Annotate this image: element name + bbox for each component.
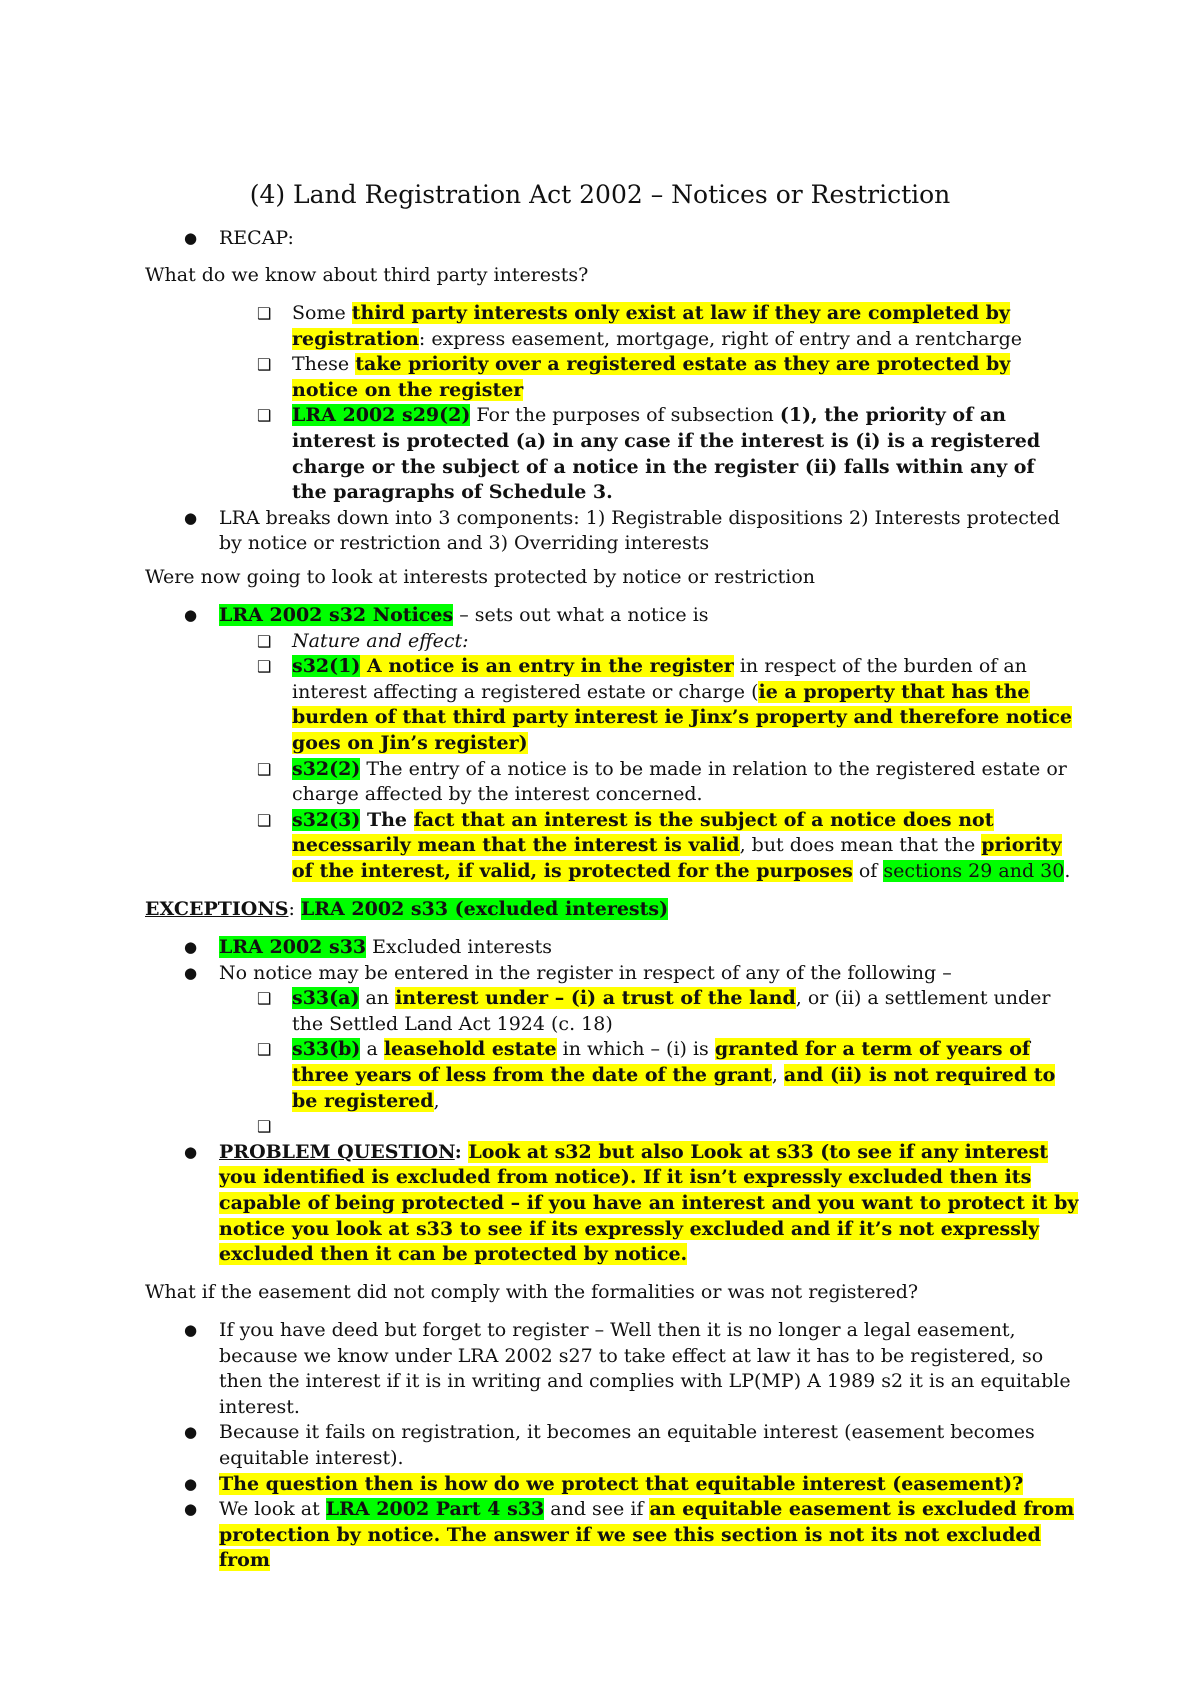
- highlighted-text: fact that an interest is the subject of a notice does not necessarily mean that the interest is valid: [292, 808, 994, 857]
- exceptions-label: EXCEPTIONS: [145, 898, 289, 920]
- statute-reference: LRA 2002 s29(2): [292, 404, 471, 427]
- highlighted-text: A notice is an entry in the register: [360, 655, 734, 678]
- s32-list: [0, 603, 1200, 885]
- checkbox-icon: ❑: [257, 810, 272, 830]
- statute-reference: LRA 2002 s33 (excluded interests): [300, 898, 669, 920]
- statute-reference: s33(b): [292, 1038, 361, 1061]
- list-item: [0, 226, 1079, 252]
- checkbox-icon: ❑: [257, 355, 272, 375]
- section-heading: Were now going to look at interests protected by notice or restriction: [145, 566, 816, 588]
- list-item: ❑ s32(3) The fact that an interest is the subject of a notice does not necessarily mean that the interest is valid, but does mean that the priority of the interest, if valid, is protected for the purposes of sections 29 and 30.: [257, 808, 1071, 882]
- list-item: ❑ Nature and effect:: [0, 629, 1072, 655]
- bullet-icon: ●: [184, 1423, 198, 1442]
- list-item: ❑ s33(a) an interest under – (i) a trust of the land, or (ii) a settlement under the Settled Land Act 1924 (c. 18): [257, 987, 1051, 1035]
- statute-reference: s33(a): [292, 987, 360, 1010]
- problem-question-label: PROBLEM QUESTION: [219, 1140, 455, 1163]
- list-item: ● No notice may be entered in the register in respect of any of the following –: [0, 961, 1079, 987]
- list-item: ● PROBLEM QUESTION: Look at s32 but also Look at s33 (to see if any interest you identified is excluded from notice). If it isn’t expressly excluded then its capable of being protected – if you have an interest and you want to protect it by notice you look at s33 to see if its expressly excluded and if it’s not expressly excluded then it can be protected by notice.: [184, 1140, 1079, 1266]
- list-item: [0, 1472, 1079, 1498]
- statute-reference: LRA 2002 Part 4 s33: [325, 1498, 545, 1521]
- bullet-icon: ●: [184, 963, 198, 982]
- question-third-party: [0, 263, 1200, 289]
- highlighted-text: Look at s32 but also Look at s33 (to see if any interest you identified is excluded from notice). If it isn’t expressly excluded then its capable of being protected – if you have an interest and you want to protect it by notice you look at s33 to see if its expressly excluded and if it’s not expressly excluded then it can be protected by notice.: [219, 1140, 1079, 1266]
- bullet-icon: ●: [184, 938, 198, 956]
- statute-reference: s32(2): [292, 757, 361, 780]
- highlighted-text: take priority over a registered estate as they are protected by notice on the register: [292, 353, 1011, 401]
- highlighted-text: The question then is how do we protect that equitable interest (easement)?: [219, 1472, 1024, 1495]
- highlighted-text: and (ii) is not required to be registered: [292, 1063, 1056, 1112]
- list-item: ❑ Some third party interests only exist at law if they are completed by registration: express easement, mortgage, right of entry and a rentcharge: [257, 302, 1022, 350]
- checkbox-icon: ❑: [257, 657, 272, 677]
- list-item: ● Because it fails on registration, it becomes an equitable interest (easement becomes equitable interest).: [184, 1421, 1035, 1469]
- list-item: [0, 1114, 1072, 1140]
- list-item: ❑ s32(2) The entry of a notice is to be made in relation to the registered estate or charge affected by the interest concerned.: [257, 757, 1067, 806]
- checkbox-icon: ❑: [257, 1040, 272, 1060]
- bullet-icon: ●: [184, 508, 198, 527]
- page-title: (4) Land Registration Act 2002 – Notices or Restriction: [249, 180, 951, 209]
- s33-list: [0, 935, 1200, 1268]
- question-easement: [0, 1280, 1200, 1306]
- list-item: ❑ s32(1) A notice is an entry in the register in respect of the burden of an interest affecting a registered estate or charge (ie a property that has the burden of that third party interest ie Jinx’s property and therefore notice goes on Jin’s register): [257, 655, 1072, 754]
- list-item: ● LRA breaks down into 3 components: 1) Registrable dispositions 2) Interests protected by notice or restriction and 3) Overriding interests: [184, 506, 1060, 555]
- list-item: ❑ These take priority over a registered estate as they are protected by notice on the register: [257, 353, 1011, 401]
- checkbox-icon: ❑: [257, 631, 272, 651]
- statute-reference: LRA 2002 s32 Notices: [219, 604, 454, 626]
- recap-text: RECAP:: [219, 227, 294, 249]
- list-item: ● LRA 2002 s32 Notices – sets out what a notice is: [0, 603, 1079, 629]
- statute-reference: LRA 2002 s33: [219, 936, 367, 958]
- checkbox-icon: ❑: [257, 759, 272, 779]
- checkbox-icon: ❑: [257, 989, 272, 1009]
- section-heading: What if the easement did not comply with the formalities or was not registered?: [145, 1281, 919, 1303]
- easement-list: [0, 1318, 1200, 1574]
- section-heading: What do we know about third party interests?: [145, 264, 589, 286]
- highlighted-text: granted for a term of years of three years of less from the date of the grant: [292, 1038, 1031, 1086]
- bullet-icon: ●: [184, 1142, 198, 1161]
- recap-section: [0, 226, 1200, 252]
- highlighted-text: an equitable easement is excluded from protection by notice. The answer if we see this section is not its not excluded from: [219, 1498, 1075, 1572]
- third-party-list: [0, 301, 1200, 557]
- list-item: ● LRA 2002 s33 Excluded interests: [0, 935, 1079, 961]
- checkbox-icon: ❑: [257, 406, 272, 426]
- list-item: ● We look at LRA 2002 Part 4 s33 and see if an equitable easement is excluded from protection by notice. The answer if we see this section is not its not excluded from: [184, 1498, 1075, 1572]
- highlighted-text: third party interests only exist at law if they are completed by registration: [292, 302, 1010, 350]
- bullet-icon: ●: [184, 1474, 198, 1493]
- highlighted-text: interest under – (i) a trust of the land: [395, 987, 796, 1010]
- heading-notice-restriction: [0, 565, 1200, 591]
- bullet-icon: ●: [184, 1321, 198, 1339]
- highlighted-text: leasehold estate: [383, 1038, 557, 1061]
- exceptions-heading: EXCEPTIONS: LRA 2002 s33 (excluded interests): [145, 898, 669, 920]
- bullet-icon: ●: [184, 606, 198, 624]
- bullet-icon: ●: [184, 1500, 198, 1519]
- statute-reference: sections 29 and 30: [883, 859, 1065, 882]
- list-item: ● If you have deed but forget to register – Well then it is no longer a legal easement, because we know under LRA 2002 s27 to take effect at law it has to be registered, so then the interest if it is in writing and complies with LP(MP) A 1989 s2 it is an equitable interest.: [184, 1319, 1071, 1418]
- highlighted-text: ie a property that has the burden of that third party interest ie Jinx’s property and therefore notice goes on Jin’s register): [292, 680, 1072, 754]
- list-item: ❑ LRA 2002 s29(2) For the purposes of subsection (1), the priority of an interest is protected (a) in any case if the interest is (i) is a registered charge or the subject of a notice in the register (ii) falls within any of the paragraphs of Schedule 3.: [257, 404, 1041, 504]
- bullet-icon: ●: [184, 229, 198, 247]
- statute-reference: s32(3): [292, 808, 361, 831]
- checkbox-icon: ❑: [257, 1117, 272, 1137]
- checkbox-icon: ❑: [257, 304, 272, 323]
- list-item: ❑ s33(b) a leasehold estate in which – (i) is granted for a term of years of three years of less from the date of the grant, and (ii) is not required to be registered,: [257, 1038, 1056, 1112]
- highlighted-text: priority of the interest, if valid, is protected for the purposes: [292, 834, 1062, 882]
- statute-reference: s32(1): [292, 655, 361, 678]
